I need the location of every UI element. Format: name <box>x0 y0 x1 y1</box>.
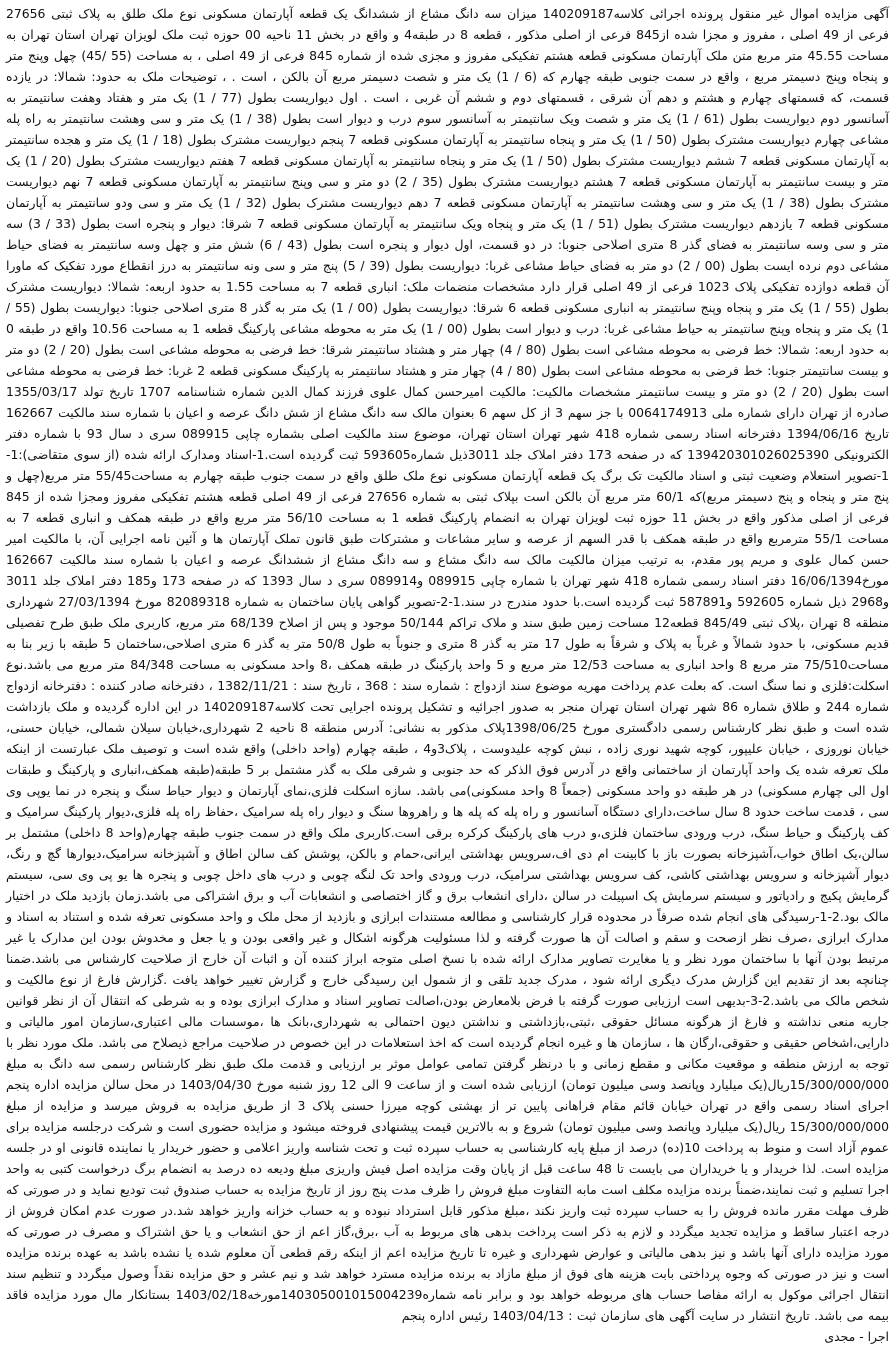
notice-signature: اجرا - مجدی <box>824 1329 889 1344</box>
auction-notice-text: آگهی مزایده اموال غیر منقول پرونده اجرائی کلاسه140209187 میزان سه دانگ مشاع از ششدانگ یک قطعه آپارتمان مسکونی نوع ملک طلق به پلاک ثبتی 27656 فرعی از 49 اصلی ، مفروز و مجزا شده از845 فرعی از اصلی مذکور ، قطعه 8 در طبقه4 و واقع در بخش 11 ناحیه 00 حوزه ثبت ملک لویزان تهران استان تهران به مساحت 45.55 متر مربع متن ملک آپارتمان مسکونی قطعه هشتم تفکیکی مفروز و مجزی شده از شماره 845 فرعی از 49 اصلی ، به مساحت (55 /45) چهل وپنج متر و پنجاه وپنج دسیمتر مربع ، واقع در سمت جنوبی طبقه چهارم که (6 / 1) یک متر و شصت دسیمتر مربع آن بالکن ، است . ، توضیحات ملک به حدود: شمالا: در یازده قسمت، که قسمتهای چهارم و هشتم و دهم آن شرقی ، قسمتهای دوم و ششم آن غربی ، است . اول دیواریست بطول (77 / 1) یک متر و هفتاد وهفت سانتیمتر به آسانسور دوم دیواریست بطول (61 / 1) یک متر و شصت ویک سانتیمتر به آسانسور سوم درب و دیوار است بطول (38 / 1) یک متر و سی وهشت سانتیمتر به راه پله مشاعی چهارم دیواریست مشترک بطول (50 / 1) یک متر و پنجاه سانتیمتر به آپارتمان مسکونی قطعه 7 پنجم دیواریست مشترک بطول (18 / 1) یک متر و هجده سانتیمتر به آپارتمان مسکونی قطعه 7 ششم دیواریست مشترک بطول (50 / 1) یک متر و پنجاه سانتیمتر به آپارتمان مسکونی قطعه 7 هفتم دیواریست مشترک بطول (20 / 1) یک متر و بیست سانتیمتر به آپارتمان مسکونی قطعه 7 هشتم دیواریست مشترک بطول (35 / 2) دو متر و سی وپنج سانتیمتر به آپارتمان مسکونی قطعه 7 نهم دیواریست مشترک بطول (38 / 1) یک متر و سی وهشت سانتیمتر به آپارتمان مسکونی قطعه 7 دهم دیواریست مشترک بطول (32 / 1) یک متر و سی ودو سانتیمتر به آپارتمان مسکونی قطعه 7 یازدهم دیواریست مشترک بطول (51 / 1) یک متر و پنجاه ویک سانتیمتر به آپارتمان مسکونی قطعه 7 شرقا: دیوار و پنجره است بطول (33 / 3) سه متر و سی وسه سانتیمتر به فضای گذر 8 متری اصلاحی جنوبا: در دو قسمت، اول دیوار و پنجره است بطول (43 / 6) شش متر و چهل وسه سانتیمتر به فضای حیاط مشاعی دوم نرده ایست بطول (00 / 2) دو متر به فضای حیاط مشاعی غربا: دیواریست بطول (39 / 5) پنج متر و سی ونه سانتیمتر به درز انقطاع مورد تفکیک که ماورا آن قطعه دوازده تفکیکی پلاک 1023 فرعی از 49 اصلی قرار دارد مشخصات منضمات ملک: انباری قطعه 7 به مساحت 1.55 به حدود اربعه: شمالا: دیواریست مشترک بطول (55 / 1) یک متر و پنجاه وپنج سانتیمتر به انباری مسکونی قطعه 6 شرقا: دیواریست بطول (00 / 1) یک متر به گذر 8 متری اصلاحی جنوبا: دیواریست بطول (55 / 1) یک متر و پنجاه وپنج سانتیمتر به حیاط مشاعی غربا: درب و دیوار است بطول (00 / 1) یک متر به محوطه مشاعی پارکینگ قطعه 1 به مساحت 10.56 واقع در طبقه 0 به حدود اربعه: شمالا: خط فرضی به محوطه مشاعی است بطول (80 / 4) چهار متر و هشتاد سانتیمتر شرقا: خط فرضی به محوطه مشاعی است بطول (20 / 2) دو متر و بیست سانتیمتر جنوبا: خط فرضی به محوطه مشاعی است بطول (80 / 4) چهار متر و هشتاد سانتیمتر به پارکینگ مسکونی قطعه 2 غربا: خط فرضی به محوطه مشاعی است بطول (20 / 2) دو متر و بیست سانتیمتر مشخصات مالکیت: مالکیت امیرحسن کمال علوی فرزند کمال الدین شماره شناسنامه 1707 تاریخ تولد 1355/03/17 صادره از تهران دارای شماره ملی 0064174913 با جز سهم 3 از کل سهم 6 بعنوان مالک سه دانگ مشاع از شش دانگ عرصه و اعیان با شماره سند مالکیت 162667 تاریخ 1394/06/16 دفترخانه اسناد رسمی شماره 418 شهر تهران استان تهران، موضوع سند مالکیت اصلی بشماره چاپی 089915 سری د سال 93 با شماره دفتر الکترونیکی 139420301026025390 که در صفحه 173 دفتر املاک جلد 3011ذیل شماره593605 ثبت گردیده است.1-اسناد ومدارک ارائه شده (از سوی متقاضی):1-1-تصویر استعلام وضعیت ثبتی و اسناد مالکیت تک برگ یک قطعه آپارتمان مسکونی نوع ملک طلق واقع در سمت جنوب طبقه چهارم به مساحت55/45 متر مربع(چهل و پنج متر و پنجاه و پنج دسیمتر مربع)که 60/1 متر مربع آن بالکن است بپلاک ثبتی به شماره 27656 فرعی از 49 اصلی قطعه هشتم تفکیکی مفروز ومجزا شده از 845 فرعی از اصلی مذکور واقع در بخش 11 حوزه ثبت لویزان تهران به انضمام پارکینگ قطعه 1 به مساحت 56/10 متر مربع واقع در طبقه همکف و انباری قطعه 7 به مساحت 55/1 مترمربع واقع در طبقه همکف با قدر السهم از عرصه و سایر مشاعات و مشترکات طبق قانون تملک آپارتمان ها و آئین نامه اجرایی آن، با مالکیت امیر حسن کمال علوی و مریم پور مقدم، به ترتیب میزان مالکیت مالک سه دانگ مشاع و سه دانگ مشاع از ششدانگ عرصه و اعیان با شماره سند مالکیت 162667 مورخ16/06/1394 دفتر اسناد رسمی شماره 418 شهر تهران با شماره چاپی 089915 و089914 سری د سال 1393 که در صفحه 173 و185 دفتر املاک جلد 3011 و2968 ذیل شماره 592605 و587891 ثبت گردیده است.با حدود مندرج در سند.1-2-تصویر گواهی پایان ساختمان به شماره 82089318 مورخ 27/03/1394 شهرداری منطقه 8 تهران ،پلاک ثبتی 845/49 قطعه12 مساحت زمین طبق سند و ملاک تراکم 50/144 موجود و پس از اصلاح 68/139 متر مربع، کاربری ملک طبق طرح تفصیلی قدیم مسکونی، با حدود شمالاً و غرباً به پلاک و شرقاً به طول 17 متر به گذر 8 متری و جنوباً به طول 50/8 متر به گذر 6 متری اصلاحی،ساختمان 5 طبقه با زیر بنا به مساحت75/510 متر مربع 8 واحد انباری به مساحت 12/53 متر مربع و 5 واحد پارکینگ در طبقه همکف ،8 واحد مسکونی به مساحت 84/348 متر مربع می باشد.نوع اسکلت:فلزی و نما سنگ است. که بعلت عدم پرداخت مهریه موضوع سند ازدواج : شماره سند : 368 ، تاریخ سند : 1382/11/21 ، دفترخانه صادر کننده : دفترخانه ازدواج شماره 244 و طلاق شماره 86 شهر تهران استان تهران منجر به صدور اجرائیه و تشکیل پرونده اجرایی تحت کلاسه140209187 در این اداره گردیده و ملک بازداشت شده است و طبق نظر کارشناس رسمی دادگستری مورخ 1398/06/25پلاک مذکور به نشانی: آدرس منطقه 8 ناحیه 2 شهرداری،خیابان سیلان شمالی، خیابان حسنی، خیابان نوروزی ، خیابان علیپور، کوچه شهید نوری زاده ، نبش کوچه علیدوست ، پلاک3و4 ، طبقه چهارم (واحد داخلی) واقع شده است و توصیف ملک عبارتست از اینکه ملک تعرفه شده یک واحد آپارتمان از ساختمانی واقع در آدرس فوق الذکر که حد جنوبی و شرقی ملک به گذر مشتمل بر 5 طبقه(طبقه همکف،انباری و پارکینگ و طبقات اول الی چهارم مسکونی) در هر طبقه دو واحد مسکونی (جمعاً 8 واحد مسکونی)می باشد. سازه اسکلت فلزی،نمای آپارتمان و دیوار حیاط سنگ و پنجره در نما یوپی وی سی ، قدمت ساخت حدود 8 سال ساخت،دارای دستگاه آسانسور و راه پله که پله ها و راهروها سنگ و دیوار راه پله سرامیک ،حفاظ راه پله فلزی،دیوار پارکینگ سرامیک و کف پارکینگ و حیاط سنگ، درب ورودی ساختمان فلزی،و درب های پارکینگ کرکره برقی است.کاربری ملک واقع در سمت جنوب طبقه چهارم(واحد 8 داخلی) مشتمل بر سالن،یک اطاق خواب،آشپزخانه بصورت باز با کابینت ام دی اف،سرویس بهداشتی ایرانی،حمام و بالکن، پوشش کف سالن اطاق و آشپزخانه سرامیک،دیوارها گچ و رنگ، دیوار آشپزخانه و سرویس بهداشتی کاشی، کف سرویس بهداشتی سرامیک، درب ورودی واحد تک لنگه چوبی و درب های داخل چوبی و پنجره ها یو پی وی سی، سیستم گرمایش پکیج و رادیاتور و سیستم سرمایش پک اسپیلت در سالن ،دارای انشعاب برق و گاز اختصاصی و انشعابات آب و برق اشتراکی می باشد.زمان بازدید ملک در اختیار مالک بود.2-1-رسیدگی های انجام شده صرفاً در محدوده قرار کارشناسی و مطالعه مستندات ابرازی و بازدید از محل ملک و واحد مسکونی تعرفه شده و استناد به اسناد و مدارک ابرازی ،صرف نظر ازصحت و سقم و اصالت آن ها صورت گرفته و لذا مسئولیت هرگونه اشکال و غیر واقعی بودن و یا جعل و مخدوش بودن این مدارک یا غیر مرتبط بودن آنها با ساختمان مورد نظر و یا مغایرت تصاویر مدارک ارائه شده با نسخ اصلی متوجه ابراز کننده آن و اثبات آن خارج از صلاحیت کارشناس می باشد.ضمنا چنانچه بعد از تقدیم این گزارش مدرک دیگری ارائه شود ، مدرک جدید تلقی و از شمول این رسیدگی خارج و گزارش تغییر خواهد یافت .گزارش فارغ از نوع مالکیت و شخص مالک می باشد.2-3-بدیهی است ارزیابی صورت گرفته با فرض بلامعارض بودن،اصالت تصاویر اسناد و مدارک ابرازی بوده و به شرطی که انتقال آن از نظر قوانین جاریه منعی نداشته و فارغ از هرگونه مسائل حقوقی ،ثبتی،بازداشتی و نداشتن دیون احتمالی به شهرداری،بانک ها ،موسسات مالی اعتباری،سازمان امور مالیاتی و دارایی،اشخاص حقیقی و حقوقی،ارگان ها ، سازمان ها و غیره انجام گردیده است که اخذ استعلامات در این خصوص در صلاحیت مراجع ذیصلاح می باشد. ملک مورد نظر با توجه به ارزش منطقه و موقعیت مکانی و مقطع زمانی و با درنظر گرفتن تمامی عوامل موثر بر ارزیابی و قدمت ملک طبق نظر کارشناس رسمی سه دانگ به مبلغ 15/300/000/000ریال(یک میلیارد وپانصد وسی میلیون تومان) ارزیابی شده است و از ساعت 9 الی 12 روز شنبه مورخ 1403/04/30 در محل سالن مزایده اداره پنجم اجرای اسناد رسمی واقع در تهران خیابان قائم مقام فراهانی پایین تر از بهشتی کوچه میرزا حسنی پلاک 3 از طریق مزایده به فروش میرسد و مزایده از مبلغ 15/300/000/000 ریال(یک میلیارد وپانصد وسی میلیون تومان) شروع و به بالاترین قیمت پیشنهادی فروخته میشود و مزایده حضوری است و شرکت درجلسه مزایده برای عموم آزاد است و منوط به پرداخت 10(ده) درصد از مبلغ پایه کارشناسی به حساب سپرده ثبت و تحت شناسه واریز اعلامی و حضور خریدار یا نماینده قانونی او در جلسه مزایده است. لذا خریدار و یا خریداران می بایست تا 48 ساعت قبل از پایان وقت مزایده اصل فیش واریزی مبلغ ودیعه ده درصد به انضمام برگ درخواست کتبی به واحد اجرا تسلیم و ثبت نمایند،ضمناً برنده مزایده مکلف است مابه التفاوت مبلغ فروش را ظرف مدت پنج روز از تاریخ مزایده به حساب صندوق ثبت تودیع نماید و در صورتی که ظرف مهلت مقرر مانده فروش را به حساب سپرده ثبت واریز نکند ،مبلغ مذکور قابل استرداد نبوده و به حساب خزانه واریز خواهد شد.در صورت عدم امکان فروش از درجه اعتبار ساقط و مزایده تجدید میگردد و لازم به ذکر است پرداخت بدهی های مربوط به آب ،برق،گاز اعم از حق انشعاب و یا حق اشتراک و مصرف در صورتی که مورد مزایده دارای آنها باشد و نیز بدهی مالیاتی و عوارض شهرداری و غیره تا تاریخ مزایده اعم از اینکه رقم قطعی آن معلوم شده یا نشده باشد به عهده برنده مزایده است و نیز در صورتی که وجوه پرداختی بابت هزینه های فوق از مبلغ مازاد به برنده مزایده مسترد خواهد شد و نیم عشر و حق مزایده نقداً وصول میگردد و تنظیم سند انتقال اجرائی موکول به ارائه مفاصا حساب های مربوطه خواهد بود و برابر نامه شماره140305001015004239مورخه1403/02/18 بستانکار مال مورد مزایده فاقد بیمه می باشد. تاریخ انتشار در سایت آگهی های سازمان ثبت : 1403/04/13 رئیس اداره پنجم <box>6 6 890 1323</box>
